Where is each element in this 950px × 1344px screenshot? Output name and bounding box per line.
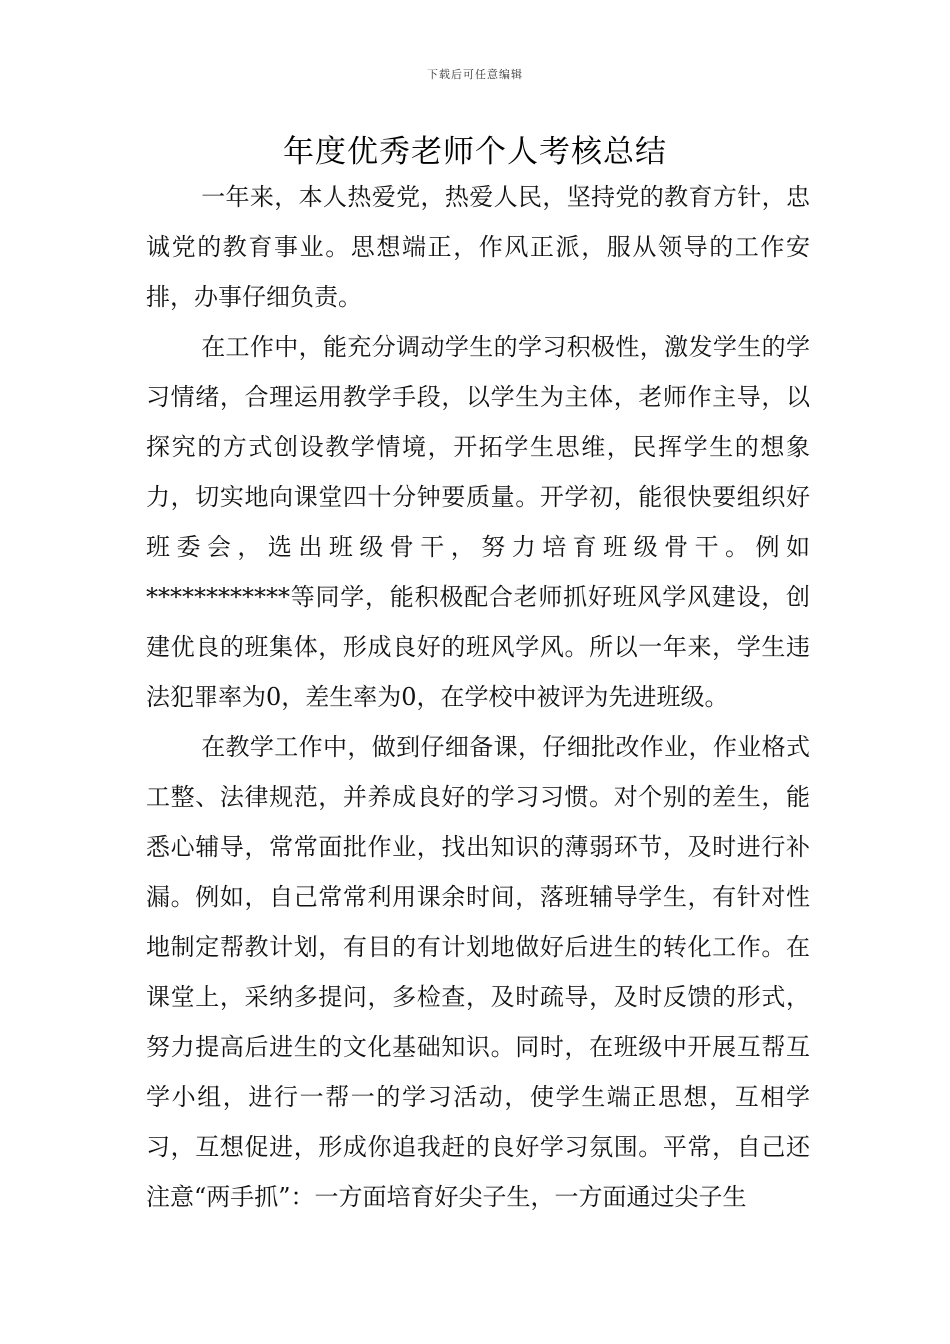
paragraph-3: 在教学工作中，做到仔细备课，仔细批改作业，作业格式工整、法律规范，并养成良好的学习习惯。对个别的差生，能悉心辅导，常常面批作业，找出知识的薄弱环节，及时进行补漏。例如，自己常常利用课余时间，落班辅导学生，有针对性地制定帮教计划，有目的有计划地做好后进生的转化工作。在课堂上，采纳多提问，多检查，及时疏导，及时反馈的形式，努力提高后进生的文化基础知识。同时，在班级中开展互帮互学小组，进行一帮一的学习活动，使学生端正思想，互相学习，互想促进，形成你追我赶的良好学习氛围。平常，自己还注意“两手抓”：一方面培育好尖子生，一方面通过尖子生	[146, 733, 810, 1211]
document-title: 年度优秀老师个人考核总结	[283, 134, 667, 170]
paragraph-2: 在工作中，能充分调动学生的学习积极性，激发学生的学习情绪，合理运用教学手段，以学生为主体，老师作主导，以探究的方式创设教学情境，开拓学生思维，民挥学生的想象力，切实地向课堂四十分钟要质量。开学初，能很快要组织好班委会，选出班级骨干，努力培育班级骨干。例如************等同学，能积极配合老师抓好班风学风建设，创建优良的班集体，形成良好的班风学风。所以一年来，学生违法犯罪率为0，差生率为0，在学校中被评为先进班级。	[146, 333, 810, 711]
paragraph-1: 一年来，本人热爱党，热爱人民，坚持党的教育方针，忠诚党的教育事业。思想端正，作风正派，服从领导的工作安排，办事仔细负责。	[146, 183, 810, 311]
page-header-note: 下载后可任意编辑	[427, 68, 523, 81]
document-body	[146, 172, 810, 1222]
